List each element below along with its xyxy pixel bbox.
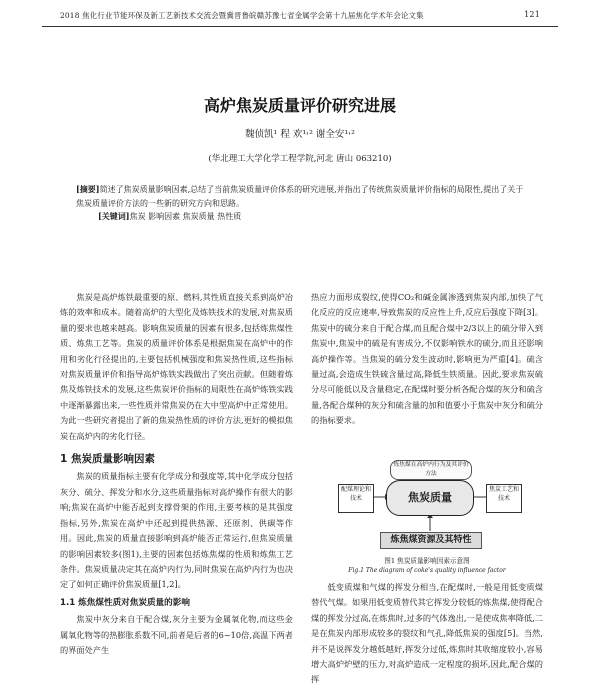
right-column-bottom <box>311 580 543 688</box>
keywords-text: 焦炭 影响因素 焦炭质量 热性质 <box>129 212 242 221</box>
figure-caption-cn: 图1 焦炭质量影响因素示意图 <box>384 557 470 565</box>
right-paragraph-2: 低变质煤和气煤的挥发分相当,在配煤时,一般是用低变质煤替代气煤。如果用低变质替代其它挥发分较低的炼焦煤,使得配合煤的挥发分过高,在炼焦时,过多的气体逸出,一是使成焦率降低,二是在焦炭内部形成较多的裂纹和气孔,降低焦炭的强度[5]。当然,并不是说挥发分越低越好,挥发分过低,炼焦时其收缩度较小,容易增大高炉炉壁的压力,对高炉造成一定程度的损坏,因此,配合煤的挥 <box>311 582 543 685</box>
figure-center-box: 焦炭质量 <box>386 480 474 516</box>
right-column-top <box>311 290 543 429</box>
subsection-1-1-heading: 1.1 炼焦煤性质对焦炭质量的影响 <box>60 597 190 608</box>
keywords <box>98 211 528 222</box>
figure-1-diagram <box>338 460 520 550</box>
intro-paragraph: 焦炭是高炉炼铁最重要的原、燃料,其性质直接关系到高炉冶炼的效率和成本。随着高炉的大型化及炼铁技术的发展,对焦炭质量的要求也越来越高。影响焦炭质量的因素有很多,包括炼焦煤性质、炼焦工艺等。焦炭的质量评价体系是根据焦炭在高炉中的作用和劣化行径提出的,主要包括机械强度和焦炭热性质,这些指标对焦炭质量评价和指导高炉炼铁实践做出了突出贡献。但随着炼焦及炼铁技术的发展,这些焦炭评价指标的局限性在高炉炼铁实践中逐渐暴露出来,一些性质并常焦炭仍在大中型高炉中正常使用。为此一些研究者提出了新的焦炭热性质的评价方法,更好的模拟焦炭在高炉内的劣化行径。 <box>60 292 293 441</box>
abstract-text: 简述了焦炭质量影响因素,总结了当前焦炭质量评价体系的研究进展,并指出了传统焦炭质量评价指标的局限性,提出了关于焦炭质量评价方法的一些新的研究方向和思路。 <box>76 185 524 208</box>
authors: 魏侦凯¹ 程 欢¹˒² 谢全安¹˒² <box>245 129 355 140</box>
figure-top-box: 炼焦煤在高炉内行为及其评价方法 <box>390 460 472 480</box>
figure-right-box: 焦炭工艺和技术 <box>486 484 522 513</box>
left-column <box>60 290 293 658</box>
figure-caption-en: Fig.1 The diagram of coke's quality influence factor <box>348 567 506 574</box>
subsection-1-1-paragraph: 焦炭中灰分来自于配合煤,灰分主要为金属氧化物,而这些金属氧化物等的热膨胀系数不同,前者是后者的6~10倍,高温下两者的界面处产生 <box>60 614 293 655</box>
keywords-label: [关键词] <box>98 211 130 221</box>
figure-bottom-box: 炼焦煤资源及其特性 <box>380 532 482 549</box>
abstract <box>76 182 531 211</box>
section-1-heading: 1 焦炭质量影响因素 <box>60 453 155 466</box>
section-1-paragraph: 焦炭的质量指标主要有化学成分和强度等,其中化学成分包括灰分、硫分、挥发分和水分,这些质量指标对高炉操作有很大的影响;焦炭在高炉中能否起到支撑骨架的作用,主要考核的是其强度指标,另外,焦炭在高炉中还起到提供热源、还原剂、供碳等作用。因此,焦炭的质量直接影响到高炉能否正常运行,但焦炭质量的影响因素较多(图1),主要的因素包括炼焦煤的性质和炼焦工艺条件。焦炭质量决定其在高炉内行为,同时焦炭在高炉内行为也决定了如何正确评价焦炭质量[1,2]。 <box>60 471 293 590</box>
affiliation: (华北理工大学化学工程学院,河北 唐山 063210) <box>208 154 392 164</box>
page-number: 121 <box>524 10 540 19</box>
header-rule <box>42 26 558 27</box>
paper-title: 高炉焦炭质量评价研究进展 <box>203 96 396 115</box>
abstract-label: [摘要] <box>76 184 100 194</box>
running-title: 2018 焦化行业节能环保及新工艺新技术交流会暨冀晋鲁皖赣苏豫七省金属学会第十九届焦化学术年会论文集 <box>60 11 424 20</box>
figure-left-box: 配煤理论和技术 <box>338 484 374 513</box>
right-paragraph-1: 热应力面形成裂纹,使得CO₂和碱金属渗透到焦炭内部,加快了气化反应的反应速率,导致焦炭的反应性上升,反应后强度下降[3]。焦炭中的硫分来自于配合煤,而且配合煤中2/3以上的硫分带入到焦炭中,焦炭中的硫是有害成分,不仅影响铁水的硫分,而且还影响高炉操作等。当焦炭的硫分发生波动时,影响更为严重[4]。硫含量过高,会造成生铁硫含量过高,降低生铁质量。因此,要求焦炭硫分尽可能低以及含量稳定,在配煤时要分析各配合煤的灰分和硫含量,各配合煤种的灰分和硫含量的加和值要小于焦炭中灰分和硫分的指标要求。 <box>311 292 543 426</box>
